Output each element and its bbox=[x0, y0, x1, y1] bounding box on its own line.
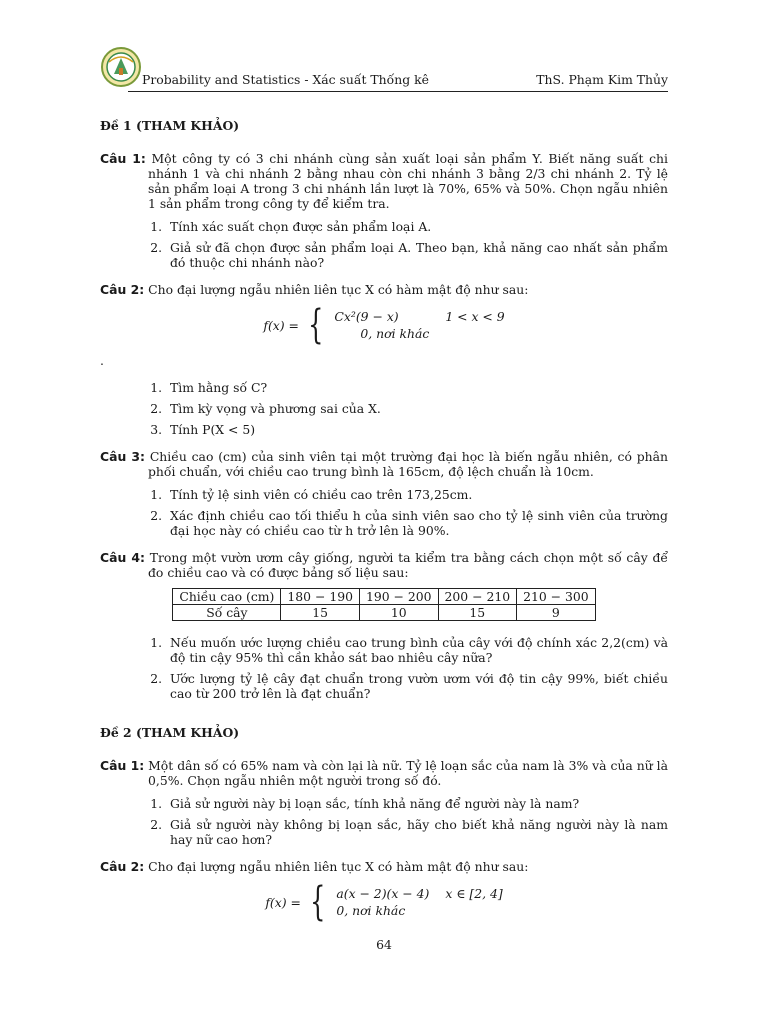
density-formula bbox=[100, 879, 668, 925]
question-label: Câu 1: bbox=[100, 151, 146, 166]
density-formula bbox=[100, 302, 668, 348]
question-label: Câu 4: bbox=[100, 550, 145, 565]
question-1-items bbox=[100, 219, 668, 270]
question-2-items bbox=[100, 380, 668, 437]
question-1 bbox=[100, 758, 668, 788]
header-rule bbox=[128, 91, 668, 92]
trailing-dot: . bbox=[100, 353, 104, 368]
table-cell: 190 − 200 bbox=[359, 589, 438, 605]
case-1-condition: x ∈ [2, 4] bbox=[445, 886, 503, 901]
question-label: Câu 3: bbox=[100, 449, 146, 464]
section-title-de1: Đề 1 (THAM KHẢO) bbox=[100, 118, 240, 133]
formula-lhs: f(x) = bbox=[265, 894, 301, 910]
header-author: ThS. Phạm Kim Thủy bbox=[536, 72, 668, 87]
page-number: 64 bbox=[376, 937, 392, 952]
question-1 bbox=[100, 151, 668, 211]
university-logo-icon bbox=[100, 46, 142, 88]
table-row bbox=[173, 605, 595, 621]
table-cell: 180 − 190 bbox=[281, 589, 360, 605]
list-item: 3. Tính P(X < 5) bbox=[166, 422, 668, 437]
case-1-expression: a(x − 2)(x − 4) bbox=[336, 886, 430, 901]
question-4 bbox=[100, 550, 668, 580]
header-course-title: Probability and Statistics - Xác suất Thống kê bbox=[142, 72, 429, 87]
page-header bbox=[100, 46, 668, 92]
formula-lhs: f(x) = bbox=[263, 317, 299, 333]
question-text: Chiều cao (cm) của sinh viên tại một trường đại học là biến ngẫu nhiên, có phân phối chuẩn, với chiều cao trung bình là 165cm, độ lệch chuẩn là 10cm. bbox=[148, 449, 668, 479]
case-2-expression: 0, nơi khác bbox=[336, 903, 406, 918]
brace-icon: { bbox=[309, 879, 326, 925]
question-3 bbox=[100, 449, 668, 479]
section-title-de2: Đề 2 (THAM KHẢO) bbox=[100, 725, 240, 740]
list-item: 1. Tính xác suất chọn được sản phẩm loại A. bbox=[166, 219, 668, 234]
list-item: 2. Xác định chiều cao tối thiểu h của sinh viên sao cho tỷ lệ sinh viên của trường đại học này có chiều cao từ h trở lên là 90%. bbox=[166, 508, 668, 538]
list-item: 2. Giả sử người này không bị loạn sắc, hãy cho biết khả năng người này là nam hay nữ cao hơn? bbox=[166, 817, 668, 847]
list-item: 1. Tìm hằng số C? bbox=[166, 380, 668, 395]
question-2 bbox=[100, 282, 668, 297]
formula-cases bbox=[336, 886, 502, 918]
brace-icon: { bbox=[308, 302, 324, 348]
question-text: Cho đại lượng ngẫu nhiên liên tục X có hàm mật độ như sau: bbox=[148, 282, 529, 297]
question-text: Một dân số có 65% nam và còn lại là nữ. Tỷ lệ loạn sắc của nam là 3% và của nữ là 0,5%. Chọn ngẫu nhiên một người trong số đó. bbox=[148, 758, 668, 788]
list-item: 1. Giả sử người này bị loạn sắc, tính khả năng để người này là nam? bbox=[166, 796, 668, 811]
question-3-items bbox=[100, 487, 668, 538]
list-item: 1. Tính tỷ lệ sinh viên có chiều cao trên 173,25cm. bbox=[166, 487, 668, 502]
case-1-expression: Cx²(9 − x) bbox=[334, 309, 399, 324]
table-cell: 200 − 210 bbox=[438, 589, 517, 605]
question-label: Câu 2: bbox=[100, 282, 145, 297]
height-table bbox=[172, 588, 595, 621]
question-4-items bbox=[100, 635, 668, 701]
table-header-row bbox=[173, 589, 595, 605]
table-cell: 210 − 300 bbox=[517, 589, 596, 605]
table-cell: 15 bbox=[281, 605, 360, 621]
question-label: Câu 1: bbox=[100, 758, 145, 773]
table-cell: Chiều cao (cm) bbox=[173, 589, 281, 605]
question-text: Cho đại lượng ngẫu nhiên liên tục X có hàm mật độ như sau: bbox=[148, 859, 529, 874]
list-item: 2. Ước lượng tỷ lệ cây đạt chuẩn trong vườn ươm với độ tin cậy 99%, biết chiều cao từ 200 trở lên là đạt chuẩn? bbox=[166, 671, 668, 701]
table-cell: 15 bbox=[438, 605, 517, 621]
table-cell: 9 bbox=[517, 605, 596, 621]
list-item: 2. Tìm kỳ vọng và phương sai của X. bbox=[166, 401, 668, 416]
table-cell: 10 bbox=[359, 605, 438, 621]
case-2-expression: 0, nơi khác bbox=[360, 326, 430, 341]
question-label: Câu 2: bbox=[100, 859, 145, 874]
question-text: Trong một vườn ươm cây giống, người ta kiểm tra bằng cách chọn một số cây để đo chiều cao và có được bảng số liệu sau: bbox=[148, 550, 669, 580]
case-1-condition: 1 < x < 9 bbox=[445, 309, 505, 324]
question-2 bbox=[100, 859, 668, 874]
table-cell: Số cây bbox=[173, 605, 281, 621]
list-item: 1. Nếu muốn ước lượng chiều cao trung bình của cây với độ chính xác 2,2(cm) và độ tin cậy 95% thì cần khảo sát bao nhiêu cây nữa? bbox=[166, 635, 668, 665]
formula-cases bbox=[334, 309, 504, 341]
page-content bbox=[100, 118, 668, 930]
question-text: Một công ty có 3 chi nhánh cùng sản xuất loại sản phẩm Y. Biết năng suất chi nhánh 1 và chi nhánh 2 bằng nhau còn chi nhánh 3 bằng 2/3 chi nhánh 2. Tỷ lệ sản phẩm loại A trong 3 chi nhánh lần lượt là 70%, 65% và 50%. Chọn ngẫu nhiên 1 sản phẩm trong công ty để kiểm tra. bbox=[148, 151, 668, 211]
list-item: 2. Giả sử đã chọn được sản phẩm loại A. Theo bạn, khả năng cao nhất sản phẩm đó thuộc chi nhánh nào? bbox=[166, 240, 668, 270]
question-1-items bbox=[100, 796, 668, 847]
